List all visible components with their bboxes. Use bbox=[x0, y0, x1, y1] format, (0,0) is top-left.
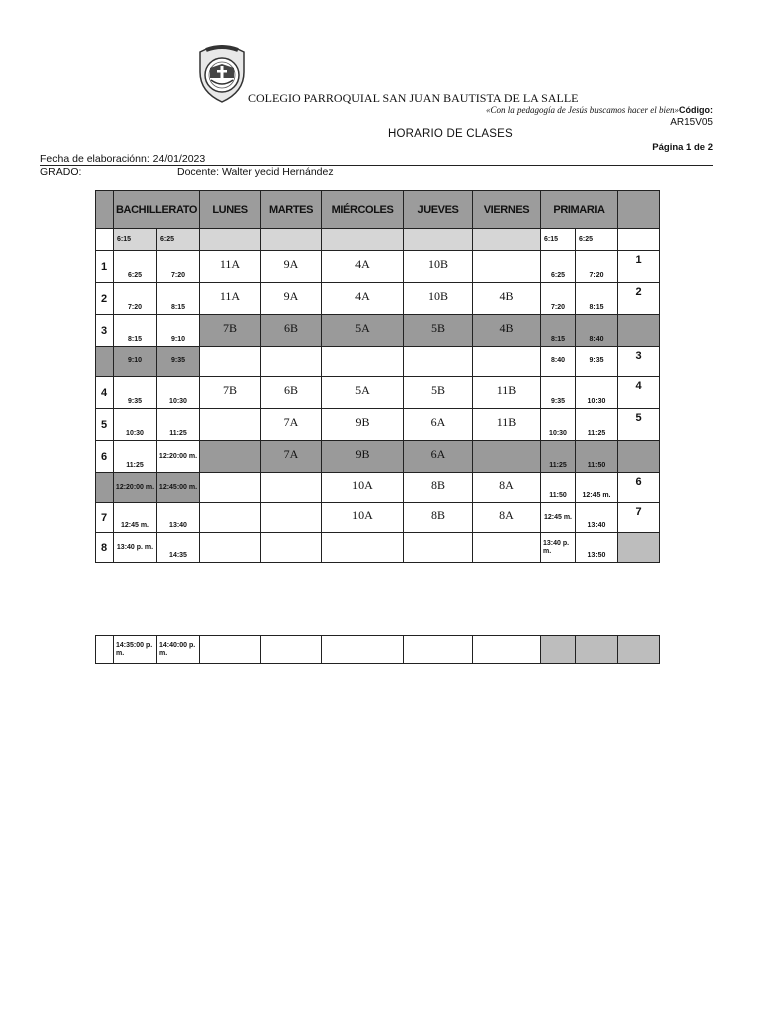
miercoles-cell bbox=[322, 347, 404, 377]
extra-row-table bbox=[95, 635, 660, 664]
lunes-cell bbox=[200, 347, 261, 377]
martes-cell bbox=[261, 347, 322, 377]
prim-number: 5 bbox=[618, 409, 660, 441]
viernes-cell: 11B bbox=[473, 409, 541, 441]
row-number bbox=[96, 347, 114, 377]
prim-from: 10:30 bbox=[541, 409, 576, 441]
cell bbox=[200, 229, 261, 251]
prim-number: 2 bbox=[618, 283, 660, 315]
prim-from: 11:50 bbox=[541, 473, 576, 503]
header-martes: MARTES bbox=[261, 191, 322, 229]
bach-from: 7:20 bbox=[114, 283, 157, 315]
row-number bbox=[96, 229, 114, 251]
miercoles-cell: 5A bbox=[322, 377, 404, 409]
martes-cell: 6B bbox=[261, 315, 322, 347]
header-row bbox=[96, 191, 660, 229]
cell bbox=[261, 636, 322, 664]
table-row bbox=[96, 441, 660, 473]
row-number bbox=[96, 473, 114, 503]
jueves-cell bbox=[404, 533, 473, 563]
lunes-cell bbox=[200, 533, 261, 563]
jueves-cell: 10B bbox=[404, 251, 473, 283]
bach-to: 12:20:00 m. bbox=[157, 441, 200, 473]
lunes-cell bbox=[200, 441, 261, 473]
jueves-cell bbox=[404, 347, 473, 377]
prim-to: 11:50 bbox=[576, 441, 618, 473]
prim-number: 7 bbox=[618, 503, 660, 533]
document-title: HORARIO DE CLASES bbox=[388, 128, 513, 140]
bach-to: 7:20 bbox=[157, 251, 200, 283]
jueves-cell: 10B bbox=[404, 283, 473, 315]
jueves-cell: 6A bbox=[404, 409, 473, 441]
jueves-cell: 5B bbox=[404, 377, 473, 409]
viernes-cell bbox=[473, 441, 541, 473]
prim-to: 8:15 bbox=[576, 283, 618, 315]
cell bbox=[200, 636, 261, 664]
cell bbox=[473, 636, 541, 664]
header-divider bbox=[40, 165, 713, 166]
grade-label: GRADO: bbox=[40, 166, 82, 178]
table-row bbox=[96, 377, 660, 409]
code-label: Código: bbox=[679, 105, 713, 115]
viernes-cell: 4B bbox=[473, 283, 541, 315]
lunes-cell: 11A bbox=[200, 251, 261, 283]
start-bach-from: 6:15 bbox=[114, 229, 157, 251]
row-number: 4 bbox=[96, 377, 114, 409]
start-bach-to: 6:25 bbox=[157, 229, 200, 251]
viernes-cell: 8A bbox=[473, 503, 541, 533]
header-lunes: LUNES bbox=[200, 191, 261, 229]
table-row bbox=[96, 347, 660, 377]
lunes-cell bbox=[200, 409, 261, 441]
miercoles-cell: 5A bbox=[322, 315, 404, 347]
start-time-row bbox=[96, 229, 660, 251]
viernes-cell: 8A bbox=[473, 473, 541, 503]
bach-to: 9:10 bbox=[157, 315, 200, 347]
viernes-cell: 4B bbox=[473, 315, 541, 347]
prim-from: 12:45 m. bbox=[541, 503, 576, 533]
bach-to: 10:30 bbox=[157, 377, 200, 409]
prim-to: 10:30 bbox=[576, 377, 618, 409]
school-motto bbox=[486, 105, 713, 115]
viernes-cell bbox=[473, 347, 541, 377]
header-miercoles: MIÉRCOLES bbox=[322, 191, 404, 229]
start-prim-from: 6:15 bbox=[541, 229, 576, 251]
table-row bbox=[96, 473, 660, 503]
elaboration-date: Fecha de elaboraciónn: 24/01/2023 bbox=[40, 153, 206, 165]
prim-from: 8:40 bbox=[541, 347, 576, 377]
miercoles-cell bbox=[322, 533, 404, 563]
teacher-name: Docente: Walter yecid Hernández bbox=[177, 166, 334, 178]
row-number: 6 bbox=[96, 441, 114, 473]
extra-bach-from: 14:35:00 p. m. bbox=[114, 636, 157, 664]
miercoles-cell: 10A bbox=[322, 503, 404, 533]
prim-from: 9:35 bbox=[541, 377, 576, 409]
table-row bbox=[96, 283, 660, 315]
row-number: 5 bbox=[96, 409, 114, 441]
jueves-cell: 8B bbox=[404, 473, 473, 503]
row-number bbox=[96, 636, 114, 664]
viernes-cell bbox=[473, 533, 541, 563]
jueves-cell: 8B bbox=[404, 503, 473, 533]
page-number: Página 1 de 2 bbox=[652, 142, 713, 153]
martes-cell: 9A bbox=[261, 251, 322, 283]
martes-cell: 7A bbox=[261, 441, 322, 473]
cell bbox=[404, 636, 473, 664]
cell bbox=[618, 636, 660, 664]
bach-from: 13:40 p. m. bbox=[114, 533, 157, 563]
header-end bbox=[618, 191, 660, 229]
miercoles-cell: 9B bbox=[322, 441, 404, 473]
table-row bbox=[96, 503, 660, 533]
prim-to: 13:50 bbox=[576, 533, 618, 563]
prim-number bbox=[618, 315, 660, 347]
martes-cell bbox=[261, 533, 322, 563]
prim-to: 13:40 bbox=[576, 503, 618, 533]
miercoles-cell: 4A bbox=[322, 283, 404, 315]
martes-cell bbox=[261, 473, 322, 503]
viernes-cell: 11B bbox=[473, 377, 541, 409]
lunes-cell bbox=[200, 503, 261, 533]
prim-from: 6:25 bbox=[541, 251, 576, 283]
lunes-cell: 7B bbox=[200, 377, 261, 409]
lunes-cell: 11A bbox=[200, 283, 261, 315]
jueves-cell: 5B bbox=[404, 315, 473, 347]
cell bbox=[618, 229, 660, 251]
martes-cell: 6B bbox=[261, 377, 322, 409]
table-row bbox=[96, 251, 660, 283]
cell bbox=[322, 229, 404, 251]
bach-from: 9:35 bbox=[114, 377, 157, 409]
header-corner bbox=[96, 191, 114, 229]
bach-from: 12:20:00 m. bbox=[114, 473, 157, 503]
bach-to: 9:35 bbox=[157, 347, 200, 377]
jueves-cell: 6A bbox=[404, 441, 473, 473]
header-primaria: PRIMARIA bbox=[541, 191, 618, 229]
prim-to: 11:25 bbox=[576, 409, 618, 441]
document-code: AR15V05 bbox=[670, 117, 713, 128]
bach-from: 10:30 bbox=[114, 409, 157, 441]
bach-from: 6:25 bbox=[114, 251, 157, 283]
table-row bbox=[96, 636, 660, 664]
row-number: 3 bbox=[96, 315, 114, 347]
cell bbox=[404, 229, 473, 251]
bach-to: 14:35 bbox=[157, 533, 200, 563]
prim-from: 8:15 bbox=[541, 315, 576, 347]
prim-number: 6 bbox=[618, 473, 660, 503]
table-row bbox=[96, 315, 660, 347]
prim-number: 3 bbox=[618, 347, 660, 377]
header-jueves: JUEVES bbox=[404, 191, 473, 229]
martes-cell: 9A bbox=[261, 283, 322, 315]
header-viernes: VIERNES bbox=[473, 191, 541, 229]
lunes-cell: 7B bbox=[200, 315, 261, 347]
bach-from: 11:25 bbox=[114, 441, 157, 473]
motto-text: «Con la pedagogía de Jesús buscamos hacer el bien» bbox=[486, 105, 679, 115]
miercoles-cell: 9B bbox=[322, 409, 404, 441]
prim-number: 1 bbox=[618, 251, 660, 283]
row-number: 8 bbox=[96, 533, 114, 563]
school-name: COLEGIO PARROQUIAL SAN JUAN BAUTISTA DE LA SALLE bbox=[248, 91, 579, 105]
table-row bbox=[96, 533, 660, 563]
miercoles-cell: 10A bbox=[322, 473, 404, 503]
start-prim-to: 6:25 bbox=[576, 229, 618, 251]
prim-to: 12:45 m. bbox=[576, 473, 618, 503]
prim-from: 11:25 bbox=[541, 441, 576, 473]
extra-bach-to: 14:40:00 p. m. bbox=[157, 636, 200, 664]
bach-to: 12:45:00 m. bbox=[157, 473, 200, 503]
bach-from: 9:10 bbox=[114, 347, 157, 377]
school-logo bbox=[194, 42, 250, 104]
cell bbox=[541, 636, 576, 664]
bach-from: 8:15 bbox=[114, 315, 157, 347]
cell bbox=[576, 636, 618, 664]
prim-to: 8:40 bbox=[576, 315, 618, 347]
header-bachillerato: BACHILLERATO bbox=[114, 191, 200, 229]
prim-number bbox=[618, 533, 660, 563]
bach-to: 13:40 bbox=[157, 503, 200, 533]
cell bbox=[322, 636, 404, 664]
prim-to: 7:20 bbox=[576, 251, 618, 283]
row-number: 2 bbox=[96, 283, 114, 315]
martes-cell bbox=[261, 503, 322, 533]
schedule-table bbox=[95, 190, 660, 563]
prim-from: 13:40 p. m. bbox=[541, 533, 576, 563]
prim-from: 7:20 bbox=[541, 283, 576, 315]
row-number: 7 bbox=[96, 503, 114, 533]
viernes-cell bbox=[473, 251, 541, 283]
row-number: 1 bbox=[96, 251, 114, 283]
lunes-cell bbox=[200, 473, 261, 503]
miercoles-cell: 4A bbox=[322, 251, 404, 283]
cell bbox=[261, 229, 322, 251]
prim-number: 4 bbox=[618, 377, 660, 409]
table-row bbox=[96, 409, 660, 441]
bach-to: 8:15 bbox=[157, 283, 200, 315]
prim-to: 9:35 bbox=[576, 347, 618, 377]
bach-to: 11:25 bbox=[157, 409, 200, 441]
cell bbox=[473, 229, 541, 251]
prim-number bbox=[618, 441, 660, 473]
martes-cell: 7A bbox=[261, 409, 322, 441]
bach-from: 12:45 m. bbox=[114, 503, 157, 533]
